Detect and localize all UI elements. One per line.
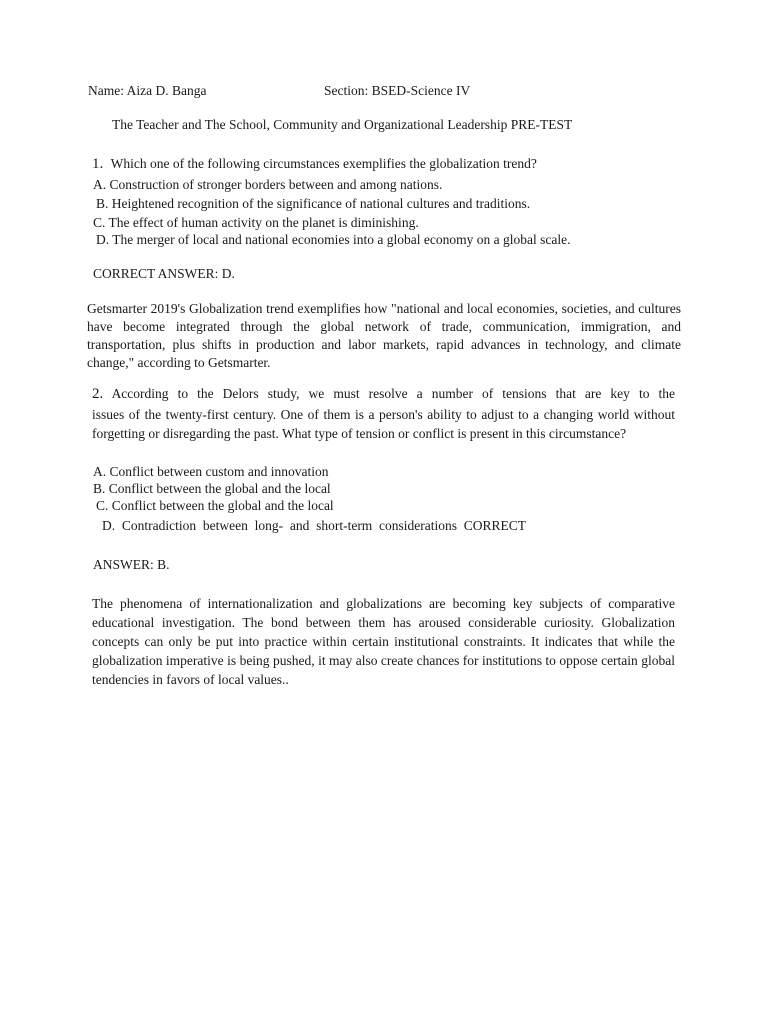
question-2	[92, 385, 675, 403]
student-name: Name: Aiza D. Banga	[88, 83, 207, 98]
question-2-number: 2.	[92, 386, 104, 402]
question-2-text-rest: issues of the twenty-first century. One of them is a person's ability to adjust to a changing world without forgetting or disregarding the past. What type of tension or conflict is present in this circumstance?	[92, 407, 675, 441]
q1-option-a: A. Construction of stronger borders between and among nations.	[93, 177, 443, 192]
question-1-text: Which one of the following circumstances exemplifies the globalization trend?	[110, 156, 537, 171]
document-title: The Teacher and The School, Community and Organizational Leadership PRE-TEST	[112, 117, 573, 132]
q2-option-a: A. Conflict between custom and innovation	[93, 464, 329, 479]
q1-correct-answer: CORRECT ANSWER: D.	[93, 266, 235, 281]
q2-option-c: C. Conflict between the global and the local	[96, 498, 334, 513]
q2-option-b: B. Conflict between the global and the local	[93, 481, 331, 496]
question-1	[92, 155, 537, 173]
q1-explanation: Getsmarter 2019's Globalization trend exemplifies how "national and local economies, societies, and cultures have become integrated through the global network of trade, communication, immigration, and transportation, plus shifts in production and labor markets, rapid advances in technology, and climate change," according to Getsmarter.	[87, 301, 681, 370]
question-2-text-line1: According to the Delors study, we must resolve a number of tensions that are key to the	[111, 386, 675, 401]
q2-option-d: D. Contradiction between long- and short-term considerations CORRECT	[102, 518, 527, 533]
student-section: Section: BSED-Science IV	[324, 83, 471, 98]
question-1-number: 1.	[92, 156, 104, 172]
q1-option-d: D. The merger of local and national economies into a global economy on a global scale.	[96, 232, 571, 247]
q2-explanation: The phenomena of internationalization and globalizations are becoming key subjects of comparative educational investigation. The bond between them has aroused considerable curiosity. Globalization concepts can only be put into practice within certain institutional constraints. It indicates that while the globalization imperative is being pushed, it may also create chances for institutions to oppose certain global tendencies in favors of local values..	[92, 596, 675, 687]
q1-option-c: C. The effect of human activity on the planet is diminishing.	[93, 215, 419, 230]
q1-option-b: B. Heightened recognition of the significance of national cultures and traditions.	[96, 196, 531, 211]
q2-answer: ANSWER: B.	[93, 557, 170, 572]
